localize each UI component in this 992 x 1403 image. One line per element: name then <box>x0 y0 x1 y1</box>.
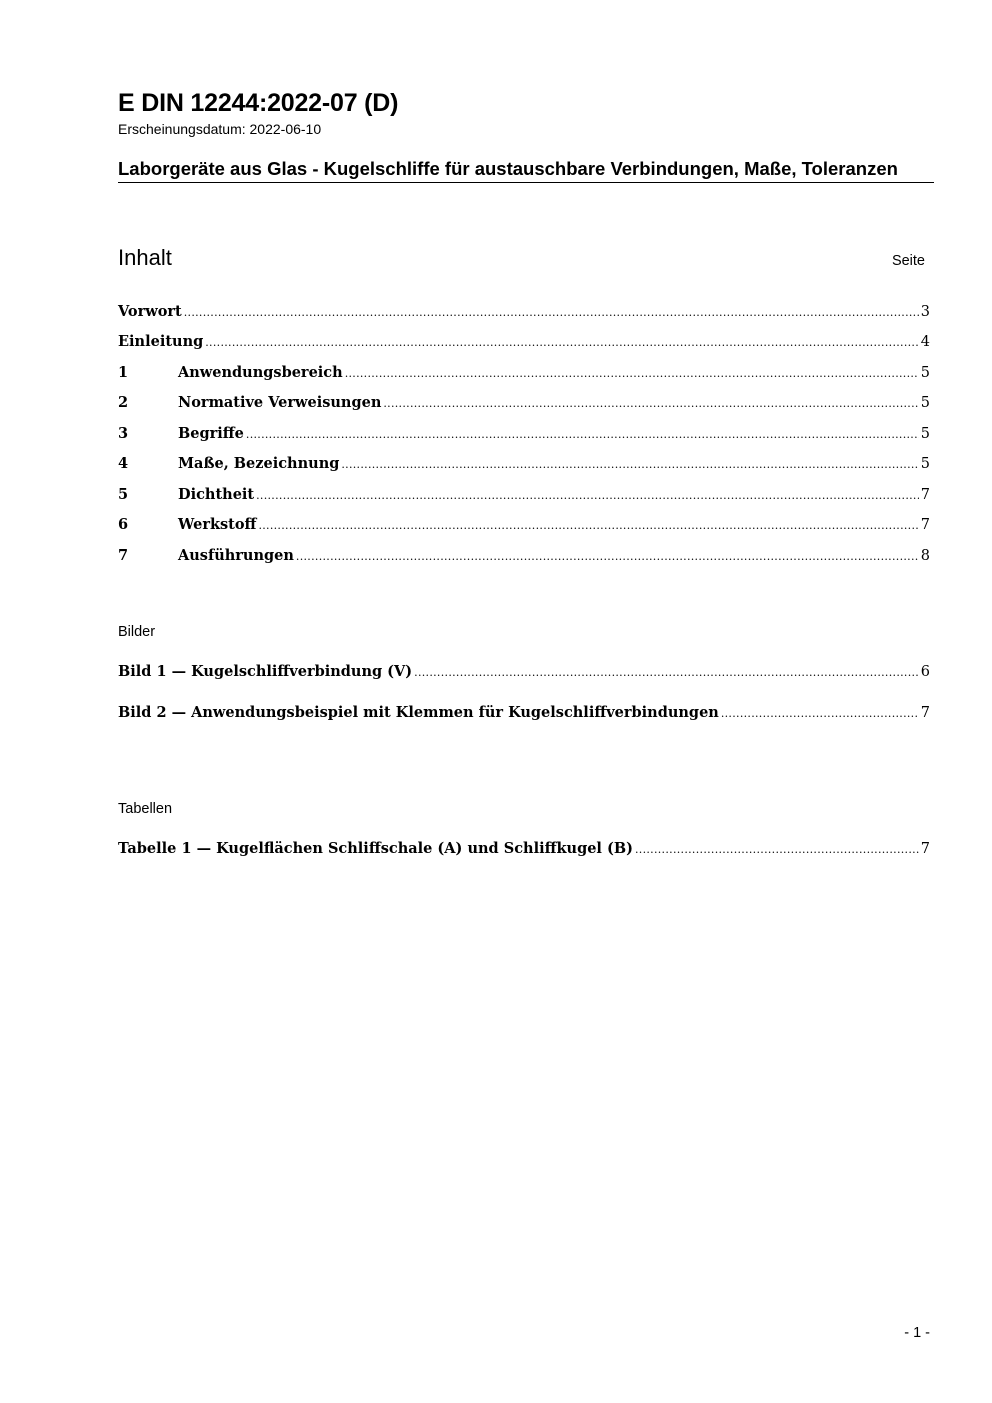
page-number: - 1 - <box>904 1325 930 1341</box>
page-column-label: Seite <box>891 253 925 269</box>
toc-heading: Inhalt <box>118 245 172 270</box>
document-title: Laborgeräte aus Glas - Kugelschliffe für austauschbare Verbindungen, Maße, Toleranzen <box>118 158 934 183</box>
publication-date: Erscheinungsdatum: 2022-06-10 <box>118 121 322 137</box>
toc-entry-page: 7 <box>920 517 930 533</box>
toc-leader-dots <box>184 304 919 320</box>
table-entry-1[interactable] <box>118 840 930 857</box>
toc-entry-page: 5 <box>920 456 930 472</box>
toc-entry-label: Begriffe <box>178 425 244 442</box>
figure-entry-label: Bild 2 — Anwendungsbeispiel mit Klemmen für Kugelschliffverbindungen <box>118 704 719 721</box>
toc-entry-2[interactable] <box>118 394 930 411</box>
toc-leader-dots <box>721 705 919 721</box>
toc-leader-dots <box>345 365 919 381</box>
toc-entry-label: Anwendungsbereich <box>178 364 343 381</box>
figure-entry-page: 7 <box>920 705 930 721</box>
toc-entry-7[interactable] <box>118 547 930 564</box>
toc-entry-label: Vorwort <box>118 303 182 320</box>
toc-entry-number: 3 <box>118 425 129 442</box>
figure-entry-page: 6 <box>920 664 930 680</box>
figure-entry-2[interactable] <box>118 704 930 721</box>
toc-entry-page: 7 <box>920 487 930 503</box>
toc-entry-5[interactable] <box>118 486 930 503</box>
figure-entry-1[interactable] <box>118 663 930 680</box>
toc-entry-label: Maße, Bezeichnung <box>178 455 340 472</box>
document-id: E DIN 12244:2022-07 (D) <box>118 89 399 117</box>
toc-entry-number: 7 <box>118 547 129 564</box>
toc-entry-6[interactable] <box>118 516 930 533</box>
toc-entry-vorwort[interactable] <box>118 303 930 320</box>
toc-entry-page: 4 <box>920 334 930 350</box>
toc-entry-4[interactable] <box>118 455 930 472</box>
toc-entry-1[interactable] <box>118 364 930 381</box>
toc-leader-dots <box>258 517 918 533</box>
toc-entry-label: Dichtheit <box>178 486 255 503</box>
toc-entry-label: Ausführungen <box>178 547 294 564</box>
toc-leader-dots <box>414 664 919 680</box>
toc-entry-page: 5 <box>920 395 930 411</box>
toc-entry-page: 8 <box>920 548 930 564</box>
toc-leader-dots <box>383 395 918 411</box>
toc-entry-label: Einleitung <box>118 333 204 350</box>
figures-heading: Bilder <box>118 624 156 640</box>
toc-entry-page: 5 <box>920 426 930 442</box>
toc-entry-einleitung[interactable] <box>118 333 930 350</box>
toc-entry-page: 5 <box>920 365 930 381</box>
toc-leader-dots <box>341 456 918 472</box>
table-entry-label: Tabelle 1 — Kugelflächen Schliffschale (A) und Schliffkugel (B) <box>118 840 633 857</box>
toc-leader-dots <box>256 487 919 503</box>
table-entry-page: 7 <box>920 841 930 857</box>
toc-entry-number: 6 <box>118 516 129 533</box>
figure-entry-label: Bild 1 — Kugelschliffverbindung (V) <box>118 663 413 680</box>
toc-leader-dots <box>296 548 919 564</box>
tables-heading: Tabellen <box>118 801 173 817</box>
toc-entry-number: 5 <box>118 486 129 503</box>
toc-leader-dots <box>635 841 919 857</box>
toc-entry-3[interactable] <box>118 425 930 442</box>
toc-leader-dots <box>205 334 919 350</box>
toc-entry-number: 1 <box>118 364 129 381</box>
toc-entry-number: 2 <box>118 394 129 411</box>
toc-entry-label: Werkstoff <box>178 516 257 533</box>
toc-entry-number: 4 <box>118 455 129 472</box>
toc-entry-label: Normative Verweisungen <box>178 394 382 411</box>
toc-entry-page: 3 <box>920 304 930 320</box>
toc-leader-dots <box>246 426 919 442</box>
